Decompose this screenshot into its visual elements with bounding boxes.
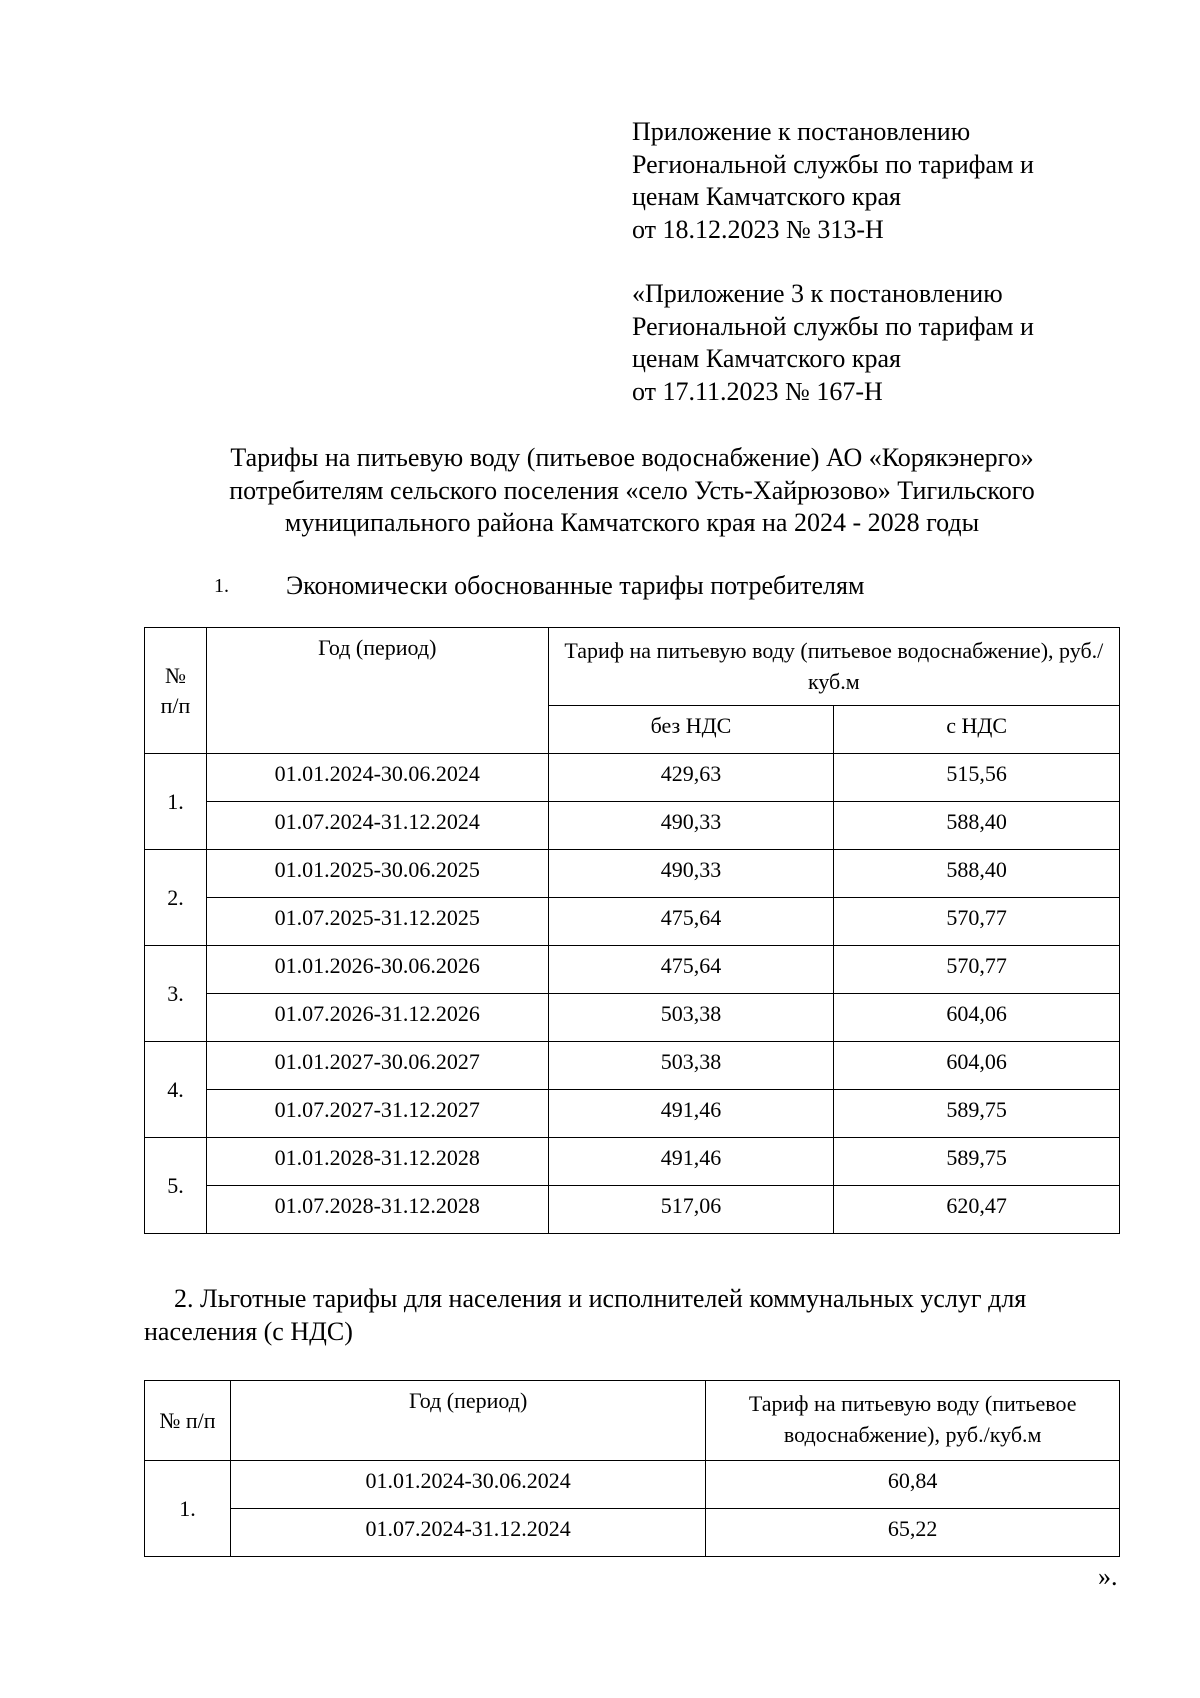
cell-period: 01.01.2028-31.12.2028 (206, 1138, 548, 1186)
table-row (145, 994, 1120, 1042)
section2-heading (144, 1283, 1120, 1348)
cell-value: 60,84 (706, 1461, 1120, 1509)
appendix-line: Региональной службы по тарифам и (632, 311, 1034, 341)
cell-period: 01.07.2028-31.12.2028 (206, 1186, 548, 1234)
cell-period: 01.01.2025-30.06.2025 (206, 850, 548, 898)
cell-no-vat: 475,64 (548, 898, 834, 946)
appendix-header (632, 116, 1152, 408)
cell-value: 65,22 (706, 1509, 1120, 1557)
cell-vat: 589,75 (834, 1090, 1120, 1138)
appendix-line: ценам Камчатского края (632, 182, 901, 211)
row-number: 3. (145, 946, 207, 1042)
table-row (145, 1509, 1120, 1557)
row-number: 4. (145, 1042, 207, 1138)
cell-period: 01.01.2027-30.06.2027 (206, 1042, 548, 1090)
cell-vat: 589,75 (834, 1138, 1120, 1186)
section1-heading (0, 570, 1200, 602)
table-row (145, 850, 1120, 898)
appendix-line: от 17.11.2023 № 167-Н (632, 376, 883, 406)
cell-no-vat: 429,63 (548, 754, 834, 802)
cell-no-vat: 491,46 (548, 1138, 834, 1186)
cell-no-vat: 475,64 (548, 946, 834, 994)
row-number: 1. (145, 754, 207, 850)
col-header-tariff-line: водоснабжение), руб./куб.м (783, 1422, 1042, 1447)
economic-tariffs-table (144, 627, 1120, 1234)
col-header-period: Год (период) (206, 628, 548, 754)
appendix-line: Приложение к постановлению (632, 117, 971, 146)
closing-quote: ». (1098, 1562, 1118, 1591)
cell-no-vat: 491,46 (548, 1090, 834, 1138)
cell-vat: 570,77 (834, 946, 1120, 994)
cell-no-vat: 517,06 (548, 1186, 834, 1234)
cell-period: 01.07.2026-31.12.2026 (206, 994, 548, 1042)
cell-vat: 620,47 (834, 1186, 1120, 1234)
col-header-no-vat: без НДС (548, 706, 834, 754)
col-header-tariff-line: Тариф на питьевую воду (питьевое (748, 1391, 1077, 1416)
cell-vat: 515,56 (834, 754, 1120, 802)
cell-period: 01.07.2025-31.12.2025 (206, 898, 548, 946)
cell-vat: 604,06 (834, 1042, 1120, 1090)
cell-no-vat: 503,38 (548, 1042, 834, 1090)
appendix-line: от 18.12.2023 № 313-Н (632, 214, 884, 244)
appendix-line: ценам Камчатского края (632, 344, 901, 373)
row-number: 5. (145, 1138, 207, 1234)
cell-vat: 588,40 (834, 850, 1120, 898)
table-row (145, 1461, 1120, 1509)
table-row (145, 1138, 1120, 1186)
cell-period: 01.07.2027-31.12.2027 (206, 1090, 548, 1138)
title-line: Тарифы на питьевую воду (питьевое водоснабжение) АО «Корякэнерго» (230, 443, 1034, 472)
cell-period: 01.07.2024-31.12.2024 (206, 802, 548, 850)
col-header-num: № п/п (145, 1381, 231, 1461)
appendix-line: Региональной службы по тарифам и (632, 149, 1034, 179)
section1-number: 1. (214, 575, 229, 597)
title-line: потребителям сельского поселения «село Усть-Хайрюзово» Тигильского (229, 475, 1035, 505)
col-header-num (145, 628, 207, 754)
section1-heading-text: Экономически обоснованные тарифы потребителям (286, 571, 865, 600)
cell-vat: 570,77 (834, 898, 1120, 946)
appendix-block-current (632, 116, 1152, 246)
preferential-tariffs-table (144, 1380, 1120, 1557)
cell-no-vat: 490,33 (548, 802, 834, 850)
cell-vat: 588,40 (834, 802, 1120, 850)
col-header-vat: с НДС (834, 706, 1120, 754)
col-header-period: Год (период) (230, 1381, 705, 1461)
section2-heading-line: 2. Льготные тарифы для населения и исполнителей коммунальных услуг для (174, 1284, 1027, 1313)
cell-period: 01.01.2026-30.06.2026 (206, 946, 548, 994)
cell-vat: 604,06 (834, 994, 1120, 1042)
table-row (145, 1186, 1120, 1234)
cell-period: 01.07.2024-31.12.2024 (230, 1509, 705, 1557)
table-row (145, 1042, 1120, 1090)
document-title (144, 442, 1120, 540)
table-header-row (145, 1381, 1120, 1461)
table-row (145, 898, 1120, 946)
cell-period: 01.01.2024-30.06.2024 (206, 754, 548, 802)
table-row (145, 754, 1120, 802)
cell-period: 01.01.2024-30.06.2024 (230, 1461, 705, 1509)
cell-no-vat: 503,38 (548, 994, 834, 1042)
appendix-line: «Приложение 3 к постановлению (632, 279, 1003, 308)
row-number: 1. (145, 1461, 231, 1557)
col-header-tariff (706, 1381, 1120, 1461)
table-row (145, 946, 1120, 994)
col-header-num-text: № п/п (160, 662, 191, 718)
table-header-row (145, 628, 1120, 706)
table-row (145, 802, 1120, 850)
col-header-tariff: Тариф на питьевую воду (питьевое водоснабжение), руб./куб.м (548, 628, 1119, 706)
title-line: муниципального района Камчатского края на 2024 - 2028 годы (284, 508, 980, 537)
section2-heading-line: населения (с НДС) (144, 1316, 353, 1346)
cell-no-vat: 490,33 (548, 850, 834, 898)
table-row (145, 1090, 1120, 1138)
appendix-block-original (632, 278, 1152, 408)
row-number: 2. (145, 850, 207, 946)
